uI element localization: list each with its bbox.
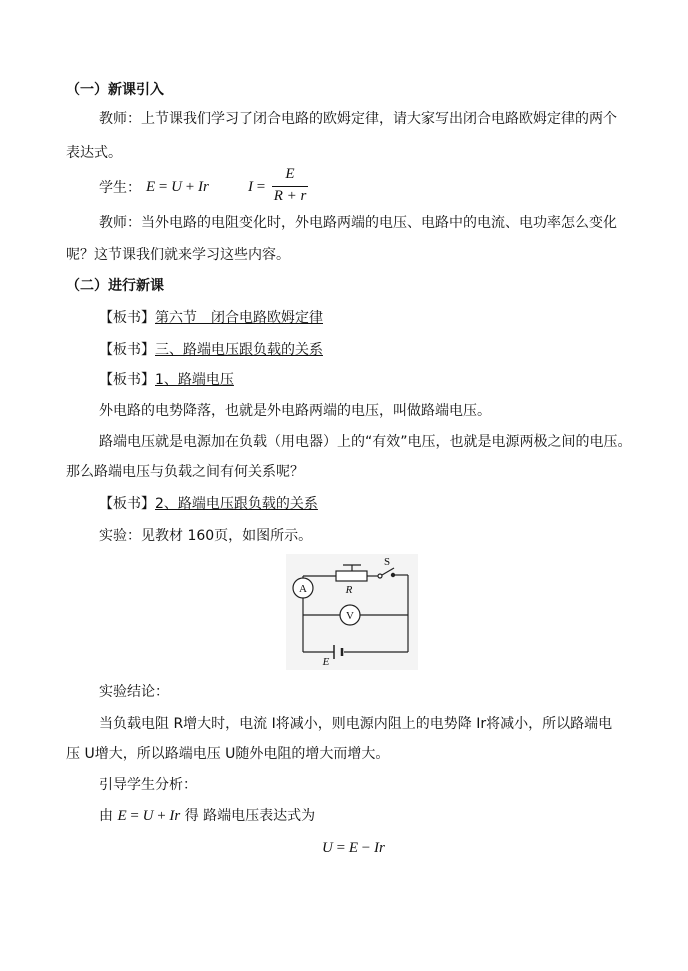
section-heading-new-lesson: （二）进行新课 xyxy=(66,278,164,294)
rheostat-box xyxy=(336,571,367,581)
terminal-voltage-formula: U = E − Ir xyxy=(322,840,385,856)
resistor-label: R xyxy=(345,584,353,596)
teacher-question-line2: 表达式。 xyxy=(66,145,122,161)
fraction-bar xyxy=(272,186,308,187)
circuit-diagram xyxy=(286,554,418,670)
formula-current-fraction xyxy=(270,166,310,210)
board-note-3 xyxy=(99,370,234,390)
paragraph-effective-voltage-line1: 路端电压就是电源加在负载（用电器）上的“有效”电压，也就是电源两极之间的电压。 xyxy=(99,434,632,450)
switch-label: S xyxy=(383,556,391,568)
board-note-2 xyxy=(99,340,323,360)
section-heading-intro: （一）新课引入 xyxy=(66,82,164,98)
board-text: 1、路端电压 xyxy=(155,372,234,388)
paragraph-terminal-voltage-def: 外电路的电势降落，也就是外电路两端的电压，叫做路端电压。 xyxy=(99,403,491,419)
source-label: E xyxy=(322,656,330,668)
conclusion-line1: 当负载电阻 R增大时，电流 I将减小，则电源内阻上的电势降 Ir将减小，所以路端电 xyxy=(99,716,613,732)
conclusion-line2: 压 U增大，所以路端电压 U随外电阻的增大而增大。 xyxy=(66,746,390,762)
switch-contact-left xyxy=(378,574,382,578)
derivation-prefix: 由 xyxy=(99,808,113,824)
board-note-4 xyxy=(99,494,318,514)
board-tag: 【板书】 xyxy=(99,496,155,512)
fraction-numerator: E xyxy=(285,166,295,182)
conclusion-label: 实验结论： xyxy=(99,684,169,700)
teacher-question-line1: 教师：上节课我们学习了闭合电路的欧姆定律，请大家写出闭合电路欧姆定律的两个 xyxy=(99,111,617,127)
board-text: 三、路端电压跟负载的关系 xyxy=(155,342,323,358)
board-text: 第六节 闭合电路欧姆定律 xyxy=(155,310,323,326)
board-note-1 xyxy=(99,308,323,328)
student-label: 学生： xyxy=(99,180,141,196)
board-text: 2、路端电压跟负载的关系 xyxy=(155,496,318,512)
paragraph-effective-voltage-line2: 那么路端电压与负载之间有何关系呢？ xyxy=(66,464,304,480)
board-tag: 【板书】 xyxy=(99,310,155,326)
experiment-note: 实验：见教材 160页，如图所示。 xyxy=(99,528,313,544)
derivation-formula: E = U + Ir xyxy=(117,808,181,824)
derivation-suffix: 得 路端电压表达式为 xyxy=(184,808,316,824)
teacher-statement-line2: 呢？这节课我们就来学习这些内容。 xyxy=(66,247,290,263)
derivation-line xyxy=(99,806,315,826)
fraction-denominator: R + r xyxy=(273,188,307,204)
ammeter-label: A xyxy=(299,583,307,595)
voltmeter-label: V xyxy=(346,610,354,622)
board-tag: 【板书】 xyxy=(99,372,155,388)
formula-closed-circuit-voltage: E = U + Ir xyxy=(146,179,209,195)
formula-current-lhs: I = xyxy=(248,179,266,195)
switch-contact-right xyxy=(391,573,394,576)
teacher-statement-line1: 教师：当外电路的电阻变化时，外电路两端的电压、电路中的电流、电功率怎么变化 xyxy=(99,215,617,231)
board-tag: 【板书】 xyxy=(99,342,155,358)
guide-note: 引导学生分析： xyxy=(99,777,197,793)
